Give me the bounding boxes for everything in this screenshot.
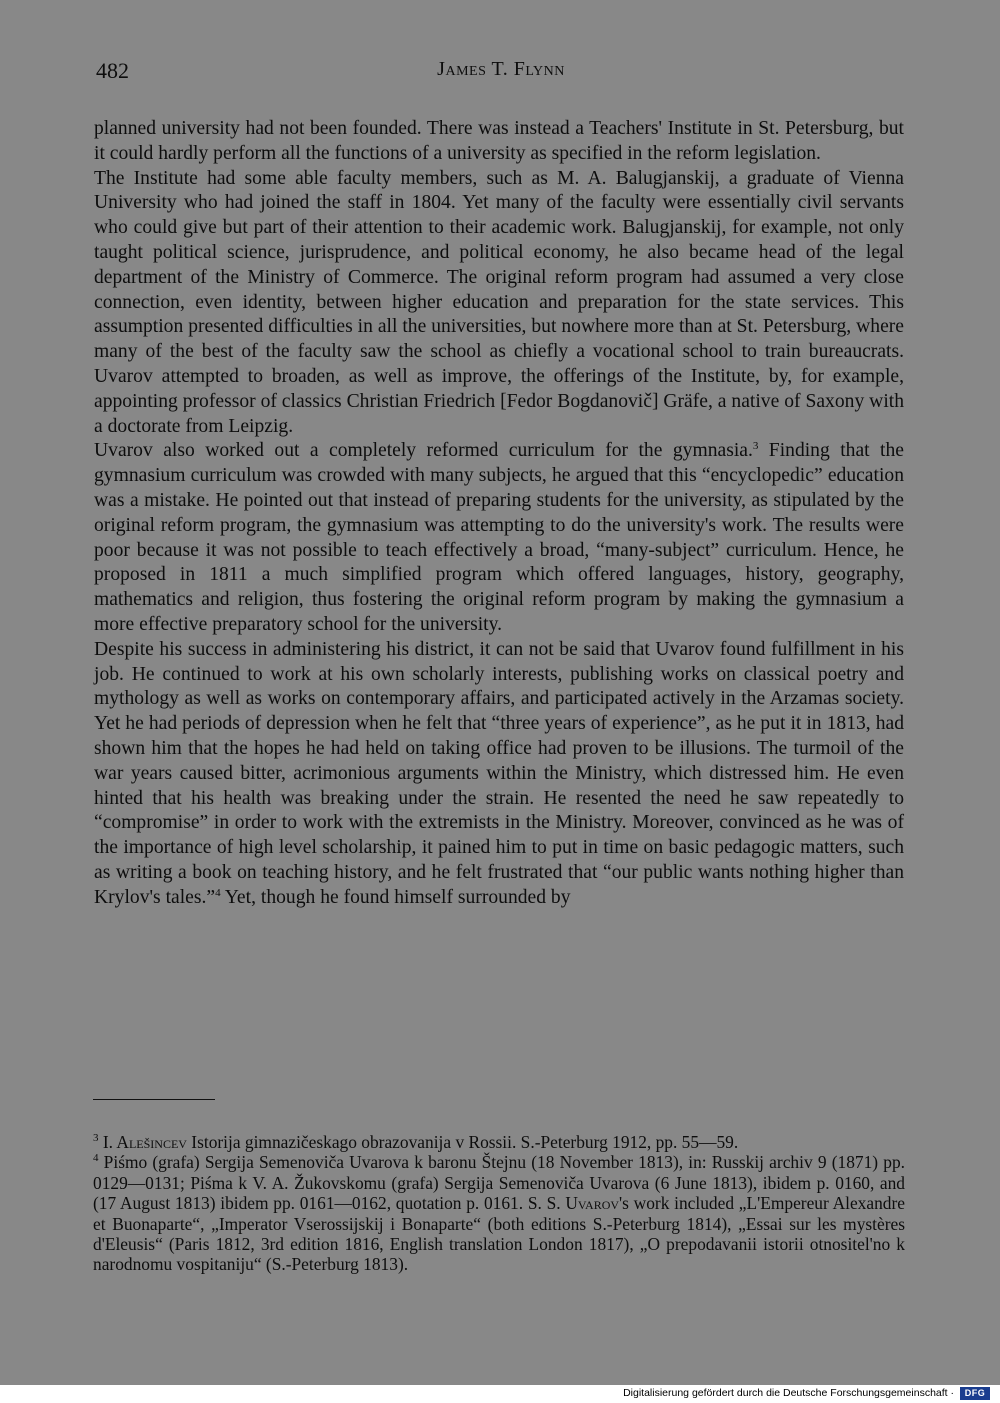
footnote-ref-4[interactable]: 4 — [215, 886, 221, 899]
footnote-text: Istorija gimnazičeskago obrazovanija v Rossii. S.-Peterburg 1912, pp. 55—59. — [186, 1132, 739, 1152]
digitization-footer — [0, 1385, 1000, 1403]
footnote-text: Piśmo (grafa) Sergija Semenoviča Uvarova k baronu Štejnu (18 November 1813), in: Russkij archiv 9 (1871) pp. 0129—0131; Piśma k V. A. Žukovskomu (grafa) Sergija Semenoviča Uvarova (6 June 1813), ibidem p. 0160, and (17 August 1813) ibidem pp. 0161—0162, quotation p. 0161. S. S. — [93, 1152, 905, 1214]
paragraph-text: Despite his success in administering his district, it can not be said that Uvarov found fulfillment in his job. He continued to work at his own scholarly interests, publishing works on classical poetry and mythology as well as works on contemporary affairs, and participated actively in the Arzamas society. Yet he had periods of depression when he felt that “three years of experience”, as he put it in 1813, had shown him that the hopes he had held on taking office had proven to be illusions. The turmoil of the war years caused bitter, acrimonious arguments within the Ministry, which distressed him. He even hinted that his health was breaking under the strain. He resented the need he saw repeatedly to “compromise” in order to work with the extremists in the Ministry. Moreover, convinced as he was of the importance of high level scholarship, it pained him to put in time on basic pedagogic matters, such as writing a book on teaching history, and he felt frustrated that “our public wants nothing higher than Krylov's tales.” — [94, 638, 904, 908]
footnote-number: 3 — [93, 1132, 99, 1144]
paragraph — [94, 638, 904, 911]
paragraph-text: Yet, though he found himself surrounded by — [220, 886, 571, 908]
footnote-text: 's work included „L'Empereur Alexandre et Buonaparte“, „Imperator Vserossijskij i Bonaparte“ (both editions S.-Peterburg 1814), „Essai sur les mystères d'Eleusis“ (Paris 1812, 3rd edition 1816, English translation London 1817), „O prepodavanii istorii otnositel'no k narodnomu vospitaniju“ (S.-Peterburg 1813). — [93, 1193, 905, 1275]
paragraph-text: Uvarov also worked out a completely reformed curriculum for the gymnasia. — [94, 440, 753, 462]
dfg-logo-icon[interactable]: DFG — [960, 1387, 990, 1400]
footnote-number: 4 — [93, 1152, 99, 1165]
footnote-author: I. Alešincev — [102, 1132, 187, 1152]
paragraph-text: Finding that the gymnasium curriculum was crowded with many subjects, he argued that this “encyclopedic” education was a mistake. He pointed out that instead of preparing students for the university, as stipulated by the original reform program, the gymnasium was attempting to do the university's work. The results were poor because it was not possible to teach effectively a broad, “many-subject” curriculum. Hence, he proposed in 1811 a much simplified program which offered languages, history, geography, mathematics and religion, thus fostering the original reform program by making the gymnasium a more effective preparatory school for the university. — [94, 440, 904, 635]
page-number: 482 — [96, 58, 129, 83]
paragraph: planned university had not been founded. There was instead a Teachers' Institute in St. Petersburg, but it could hardly perform all the functions of a university as specified in the reform legislation. — [94, 118, 904, 164]
footnotes — [93, 1132, 905, 1275]
running-head: James T. Flynn — [437, 58, 565, 80]
footnote-3 — [93, 1132, 905, 1152]
footnote-4 — [93, 1152, 905, 1274]
footnote-ref-3[interactable]: 3 — [752, 440, 759, 453]
footnote-separator — [93, 1099, 215, 1100]
footnote-author: Uvarov — [565, 1193, 620, 1214]
paragraph: The Institute had some able faculty members, such as M. A. Balugjanskij, a graduate of Vienna University who had joined the staff in 1804. Yet many of the faculty were essentially civil servants who could give but part of their attention to their academic work. Balugjanskij, for example, not only taught political science, jurisprudence, and political economy, he also became head of the legal department of the Ministry of Commerce. The original reform program had assumed a very close connection, even identity, between higher education and preparation for the state services. This assumption presented difficulties in all the universities, but nowhere more than at St. Petersburg, where many of the best of the faculty saw the school as chiefly a vocational school to train bureaucrats. Uvarov attempted to broaden, as well as improve, the offerings of the Institute, by, for example, appointing professor of classics Christian Friedrich [Fedor Bogdanovič] Gräfe, a native of Saxony with a doctorate from Leipzig. — [94, 167, 904, 437]
page-header — [96, 58, 906, 88]
body-text — [94, 117, 904, 911]
footer-credit: Digitalisierung gefördert durch die Deutsche Forschungsgemeinschaft · — [623, 1387, 954, 1399]
paragraph — [94, 439, 904, 637]
